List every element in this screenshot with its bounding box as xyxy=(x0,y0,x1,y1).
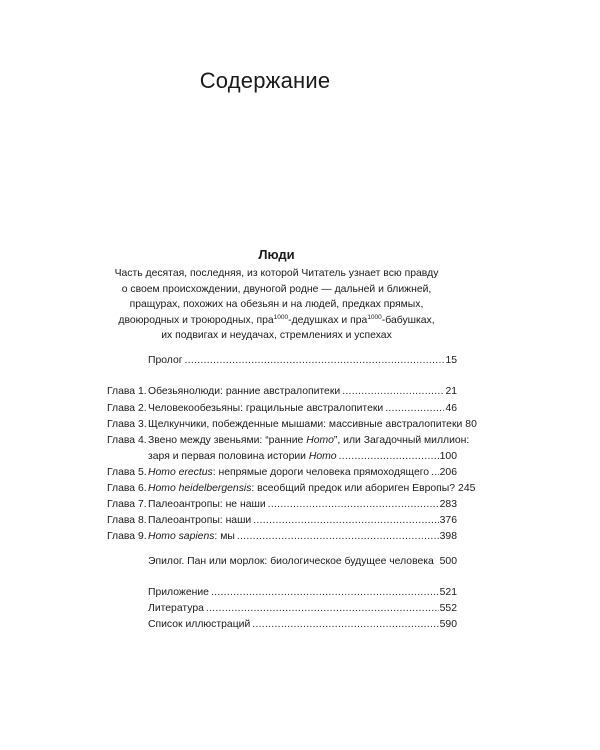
toc-page: 46 xyxy=(445,403,457,414)
superscript: 1000 xyxy=(367,313,382,321)
toc-title-text: ”, или Загадочный миллион: xyxy=(333,435,470,446)
toc-title-italic: Homo erectus xyxy=(148,467,213,478)
toc-leader xyxy=(385,402,444,416)
toc-leader xyxy=(185,354,445,368)
toc-entry-chapter-5[interactable] xyxy=(107,466,457,480)
toc-title: Палеоантропы: не наши xyxy=(148,499,266,510)
toc-leader xyxy=(237,530,439,544)
toc-title-text: : мы xyxy=(214,531,235,542)
chapter-label: Глава 4. xyxy=(107,435,147,446)
toc-title: Список иллюстраций xyxy=(148,619,251,630)
toc-page: 283 xyxy=(439,499,457,510)
toc-page: 500 xyxy=(439,556,457,567)
page-title: Содержание xyxy=(199,68,331,93)
superscript: 1000 xyxy=(273,313,289,321)
toc-title-text: заря и первая половина истории xyxy=(148,451,309,462)
chapter-label: Глава 8. xyxy=(107,515,147,526)
chapter-label: Глава 6. xyxy=(107,483,147,494)
toc-leader xyxy=(342,385,444,399)
toc-leader xyxy=(268,498,439,512)
chapter-label: Глава 3. xyxy=(107,419,147,430)
toc-leader xyxy=(206,602,439,616)
part-intro xyxy=(0,266,553,344)
toc-title-italic: Homo xyxy=(306,435,334,446)
toc-title-italic: Homo xyxy=(308,451,337,462)
toc-entry-chapter-1[interactable] xyxy=(107,385,457,399)
toc-page: 80 xyxy=(465,419,477,430)
chapter-label: Глава 7. xyxy=(107,499,147,510)
intro-line xyxy=(0,313,553,329)
toc-title xyxy=(148,530,235,544)
toc-entry-chapter-6[interactable] xyxy=(107,482,476,496)
toc-entry-chapter-7[interactable] xyxy=(107,498,457,512)
toc-page: 521 xyxy=(439,587,457,598)
toc-page: 15 xyxy=(445,355,457,366)
toc-page: 21 xyxy=(445,386,457,397)
chapter-label: Глава 5. xyxy=(107,467,147,478)
intro-text: -дедушках и пра xyxy=(288,314,368,326)
toc-title xyxy=(148,450,337,464)
chapter-label: Глава 2. xyxy=(107,403,147,414)
toc-title-text: Звено между звеньями: “ранние xyxy=(148,435,307,446)
toc-entry-chapter-3[interactable] xyxy=(107,418,477,432)
toc-title: Литература xyxy=(148,603,204,614)
toc-title: Обезьянолюди: ранние австралопитеки xyxy=(148,386,341,397)
toc-leader xyxy=(339,450,439,464)
toc-title xyxy=(148,434,469,448)
toc-page: 376 xyxy=(439,515,457,526)
toc-title-text: : непрямые дороги человека прямоходящего xyxy=(212,467,430,478)
intro-line: их подвигах и неудачах, стремлениях и успехах xyxy=(161,330,392,341)
toc-entry-chapter-2[interactable] xyxy=(107,402,457,416)
toc-title: Щелкунчики, побежденные мышами: массивные австралопитеки xyxy=(148,419,463,430)
toc-title-text: : всеобщий предок или абориген Европы? xyxy=(251,483,456,494)
toc-page: 100 xyxy=(439,451,457,462)
toc-title xyxy=(148,482,455,496)
chapter-label: Глава 9. xyxy=(107,531,147,542)
chapter-label: Глава 1. xyxy=(107,386,147,397)
toc-entry-illustrations[interactable] xyxy=(148,618,457,632)
toc-title-italic: Homo sapiens xyxy=(148,531,215,542)
toc-entry-chapter-8[interactable] xyxy=(107,514,457,528)
toc-title xyxy=(148,466,429,480)
toc-entry-chapter-9[interactable] xyxy=(107,530,457,544)
intro-line: Часть десятая, последняя, из которой Читатель узнает всю правду xyxy=(114,268,439,279)
toc-title: Пролог xyxy=(148,355,183,366)
toc-leader xyxy=(253,514,438,528)
toc-page: 245 xyxy=(458,483,476,494)
toc-title: Палеоантропы: наши xyxy=(148,515,252,526)
intro-line: пращурах, похожих на обезьян и на людей, предках прямых, xyxy=(129,299,424,310)
toc-page: 552 xyxy=(439,603,457,614)
toc-entry-prologue[interactable] xyxy=(148,354,457,368)
toc-entry-chapter-4[interactable] xyxy=(107,434,470,448)
toc-leader xyxy=(431,466,439,480)
toc-title: Эпилог. Пан или морлок: биологическое будущее человека xyxy=(148,556,434,567)
toc-title: Человекообезьяны: грацильные австралопитеки xyxy=(148,403,384,414)
intro-text: двоюродных и троюродных, пра xyxy=(118,314,274,326)
toc-title-italic: Homo heidelbergensis xyxy=(148,483,252,494)
toc-entry-chapter-4-cont[interactable] xyxy=(148,450,457,464)
toc-page: 398 xyxy=(439,531,457,542)
toc-page: 590 xyxy=(439,619,457,630)
toc-entry-appendix[interactable] xyxy=(148,586,457,600)
toc-page: 206 xyxy=(439,467,457,478)
toc-entry-literature[interactable] xyxy=(148,602,457,616)
toc-leader xyxy=(211,586,439,600)
toc-entry-epilogue[interactable] xyxy=(148,555,457,569)
toc-title: Приложение xyxy=(148,587,209,598)
part-title: Люди xyxy=(258,247,295,262)
toc-leader xyxy=(252,618,438,632)
intro-line: о своем происхождении, двуногой родне — дальней и ближней, xyxy=(121,283,432,295)
intro-text: -бабушках, xyxy=(381,314,435,326)
